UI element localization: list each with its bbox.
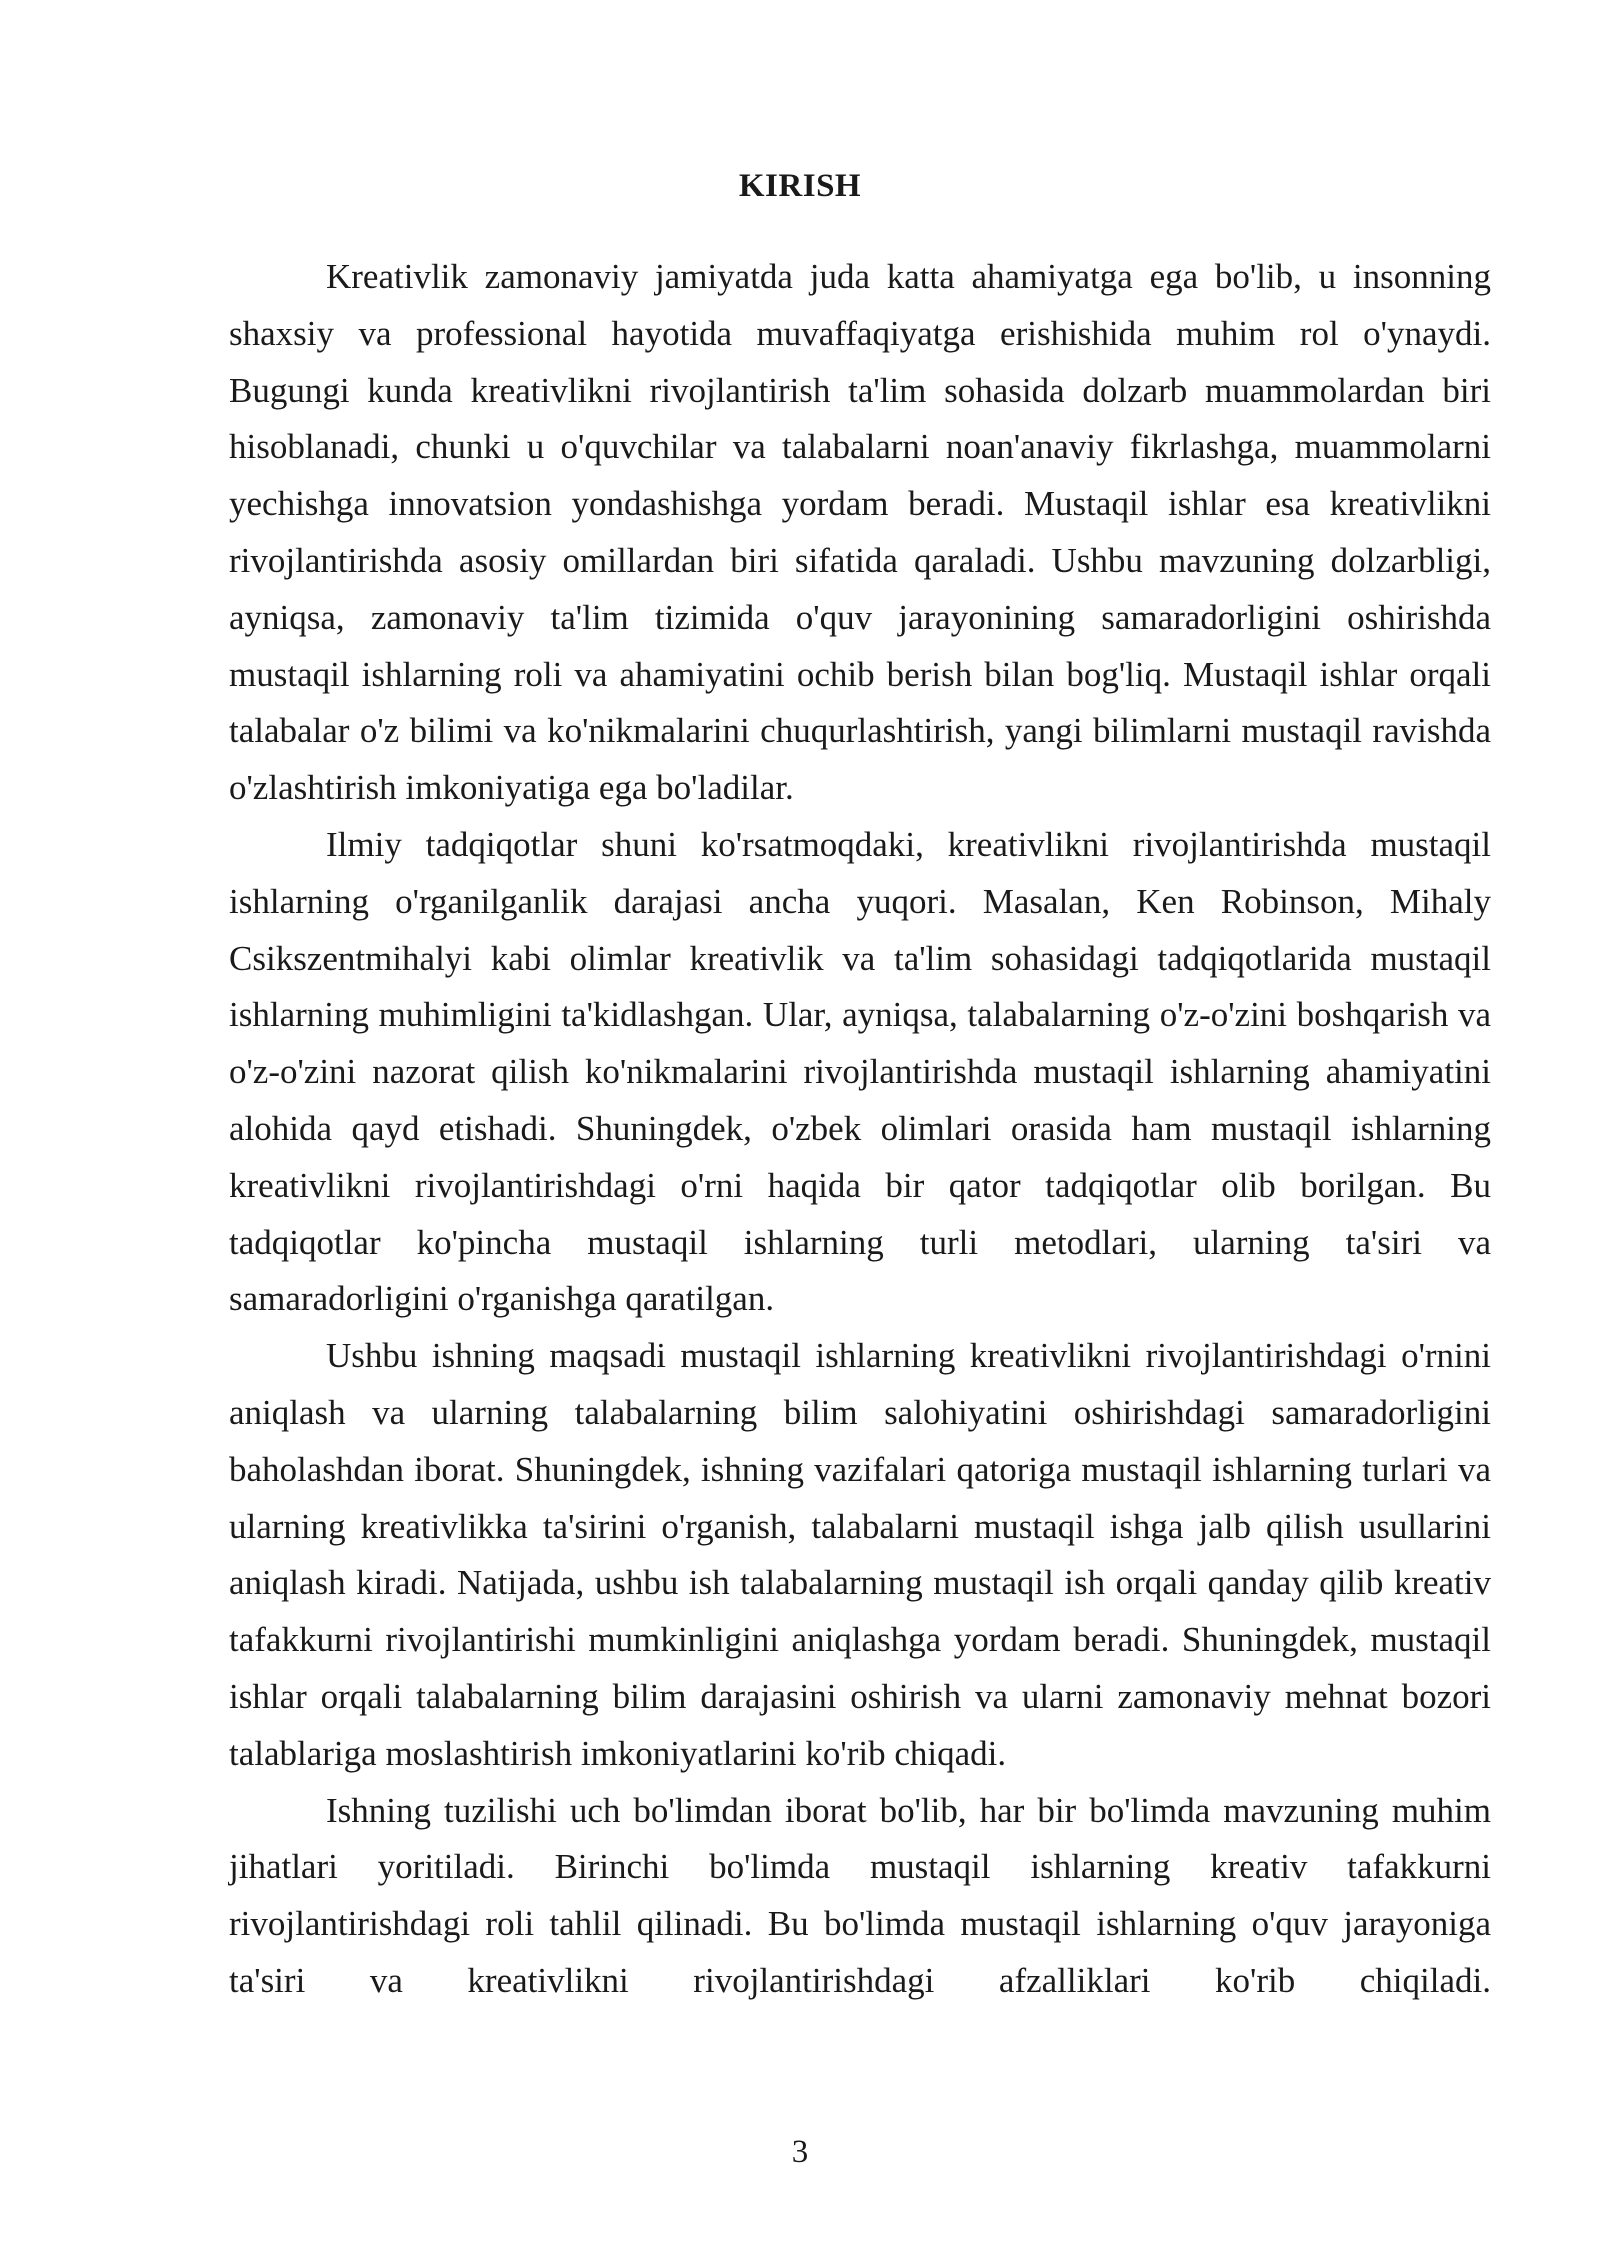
paragraph-1: Kreativlik zamonaviy jamiyatda juda katta ahamiyatga ega bo'lib, u insonning shaxsiy va professional hayotida muvaffaqiyatga erishishida muhim rol o'ynaydi. Bugungi kunda kreativlikni rivojlantirish ta'lim sohasida dolzarb muammolardan biri hisoblanadi, chunki u o'quvchilar va talabalarni noan'anaviy fikrlashga, muammolarni yechishga innovatsion yondashishga yordam beradi. Mustaqil ishlar esa kreativlikni rivojlantirishda asosiy omillardan biri sifatida qaraladi. Ushbu mavzuning dolzarbligi, ayniqsa, zamonaviy ta'lim tizimida o'quv jarayonining samaradorligini oshirishda mustaqil ishlarning roli va ahamiyatini ochib berish bilan bog'liq. Mustaqil ishlar orqali talabalar o'z bilimi va ko'nikmalarini chuqurlashtirish, yangi bilimlarni mustaqil ravishda o'zlashtirish imkoniyatiga ega bo'ladilar.: [229, 257, 1491, 808]
page-number: 3: [791, 2134, 809, 2170]
paragraph-4: Ishning tuzilishi uch bo'limdan iborat bo'lib, har bir bo'limda mavzuning muhim jihatlari yoritiladi. Birinchi bo'limda mustaqil ishlarning kreativ tafakkurni rivojlantirishdagi roli tahlil qilinadi. Bu bo'limda mustaqil ishlarning o'quv jarayoniga ta'siri va kreativlikni rivojlantirishdagi afzalliklari ko'rib chiqiladi.: [229, 1790, 1491, 2000]
section-title: KIRISH: [738, 168, 862, 204]
paragraph-3: Ushbu ishning maqsadi mustaqil ishlarning kreativlikni rivojlantirishdagi o'rnini aniqlash va ularning talabalarning bilim salohiyatini oshirishdagi samaradorligini baholashdan iborat. Shuningdek, ishning vazifalari qatoriga mustaqil ishlarning turlari va ularning kreativlikka ta'sirini o'rganish, talabalarni mustaqil ishga jalb qilish usullarini aniqlash kiradi. Natijada, ushbu ish talabalarning mustaqil ish orqali qanday qilib kreativ tafakkurni rivojlantirishi mumkinligini aniqlashga yordam beradi. Shuningdek, mustaqil ishlar orqali talabalarning bilim darajasini oshirish va ularni zamonaviy mehnat bozori talablariga moslashtirish imkoniyatlarini ko'rib chiqadi.: [229, 1336, 1491, 1773]
paragraph-2: Ilmiy tadqiqotlar shuni ko'rsatmoqdaki, kreativlikni rivojlantirishda mustaqil ishlarning o'rganilganlik darajasi ancha yuqori. Masalan, Ken Robinson, Mihaly Csikszentmihalyi kabi olimlar kreativlik va ta'lim sohasidagi tadqiqotlarida mustaqil ishlarning muhimligini ta'kidlashgan. Ular, ayniqsa, talabalarning o'z-o'zini boshqarish va o'z-o'zini nazorat qilish ko'nikmalarini rivojlantirishda mustaqil ishlarning ahamiyatini alohida qayd etishadi. Shuningdek, o'zbek olimlari orasida ham mustaqil ishlarning kreativlikni rivojlantirishdagi o'rni haqida bir qator tadqiqotlar olib borilgan. Bu tadqiqotlar ko'pincha mustaqil ishlarning turli metodlari, ularning ta'siri va samaradorligini o'rganishga qaratilgan.: [229, 824, 1491, 1319]
body-text: [229, 249, 1491, 2010]
